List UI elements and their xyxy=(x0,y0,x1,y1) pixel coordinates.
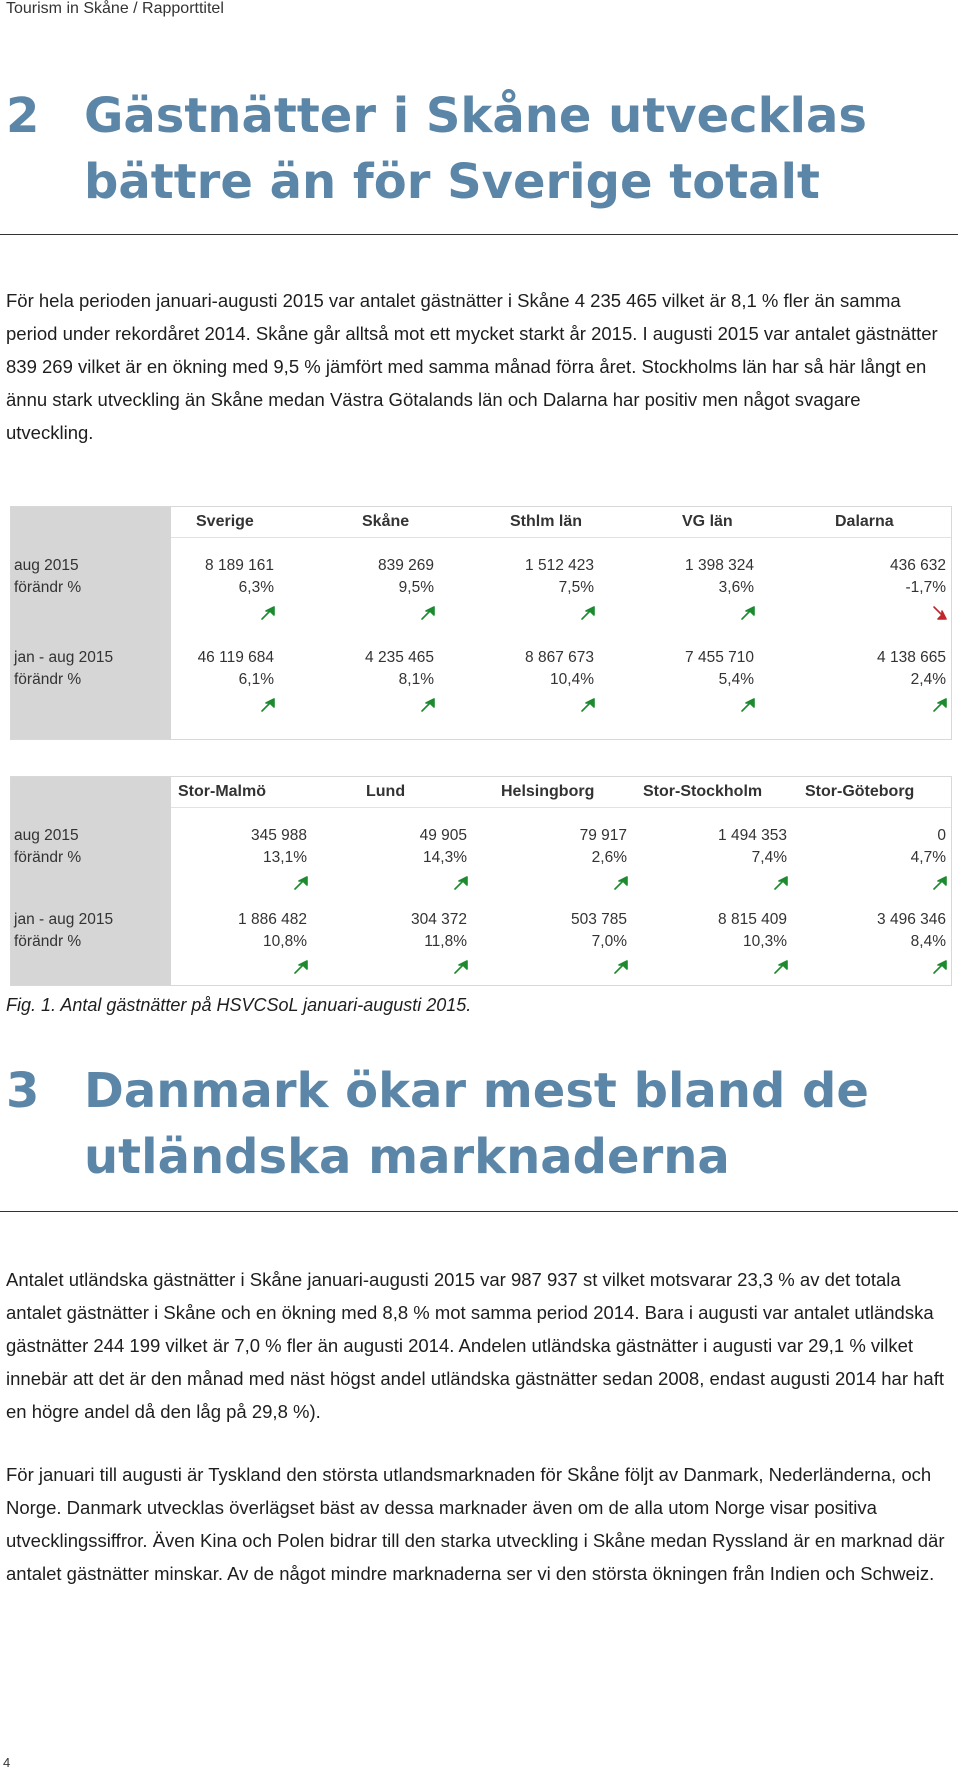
trend-up-icon xyxy=(773,875,789,891)
trend-up-icon xyxy=(420,605,436,621)
panel-row-label-column xyxy=(11,507,171,739)
cell-aug-change: 9,5% xyxy=(398,579,434,596)
cell-ytd-change: 10,3% xyxy=(743,933,787,950)
cell-ytd-change: 8,4% xyxy=(910,933,946,950)
cell-aug-value: 1 398 324 xyxy=(685,557,754,574)
row-label-aug: aug 2015 xyxy=(14,827,79,844)
trend-up-icon xyxy=(740,697,756,713)
column-header: Stor-Stockholm xyxy=(643,783,763,800)
trend-up-icon xyxy=(773,959,789,975)
trend-up-icon xyxy=(420,697,436,713)
column-header: Stor-Göteborg xyxy=(805,783,915,800)
trend-up-icon xyxy=(580,605,596,621)
row-label-ytd: jan - aug 2015 xyxy=(14,911,114,928)
cell-ytd-value: 46 119 684 xyxy=(197,649,274,666)
column-header: Skåne xyxy=(362,513,410,530)
trend-up-icon xyxy=(613,875,629,891)
cell-ytd-value: 4 235 465 xyxy=(365,649,434,666)
cell-ytd-value: 8 867 673 xyxy=(525,649,594,666)
column-header: Sverige xyxy=(196,513,254,530)
column-header: Sthlm län xyxy=(510,513,583,530)
trend-up-icon xyxy=(580,697,596,713)
cell-ytd-change: 8,1% xyxy=(398,671,434,688)
trend-down-icon xyxy=(932,605,948,621)
page-number: 4 xyxy=(3,1755,11,1770)
row-label-ytd-change: förändr % xyxy=(14,671,82,688)
section-3-heading xyxy=(6,1058,946,1190)
trend-up-icon xyxy=(932,875,948,891)
figure-caption: Fig. 1. Antal gästnätter på HSVCSoL januari-augusti 2015. xyxy=(6,995,472,1015)
section-3-title: Danmark ökar mest bland de utländska marknaderna xyxy=(84,1063,869,1185)
trend-up-icon xyxy=(613,959,629,975)
trend-up-icon xyxy=(453,959,469,975)
heading-rule xyxy=(0,234,958,235)
cell-ytd-value: 4 138 665 xyxy=(877,649,946,666)
cell-aug-value: 0 xyxy=(937,827,946,844)
cell-aug-change: 7,4% xyxy=(751,849,787,866)
cell-aug-change: 7,5% xyxy=(558,579,594,596)
row-label-aug-change: förändr % xyxy=(14,579,82,596)
cell-ytd-value: 8 815 409 xyxy=(718,911,787,928)
heading-rule xyxy=(0,1211,958,1212)
cell-aug-value: 436 632 xyxy=(889,557,946,574)
cell-aug-value: 79 917 xyxy=(579,827,627,844)
section-3-paragraph-1: Antalet utländska gästnätter i Skåne januari-augusti 2015 var 987 937 st vilket motsvarar 23,3 % av det totala antalet gästnätter i Skåne och en ökning med 8,8 % mot samma period 2014. Bara i augusti var antalet utländska gästnätter 244 199 vilket är 7,0 % fler än augusti 2014. Andelen utländska gästnätter i augusti var 29,1 % vilket innebär att det är den månad med näst högst andel utländska gästnätter sedan 2008, endast augusti 2014 har haft en högre andel då den låg på 29,8 %). xyxy=(6,1269,944,1422)
cell-ytd-change: 5,4% xyxy=(718,671,754,688)
section-2-heading xyxy=(6,83,946,215)
section-3-number: 3 xyxy=(6,1063,40,1119)
cell-aug-change: -1,7% xyxy=(905,579,946,596)
trend-up-icon xyxy=(293,959,309,975)
cell-ytd-value: 3 496 346 xyxy=(877,911,946,928)
cell-ytd-value: 503 785 xyxy=(570,911,627,928)
cell-ytd-value: 1 886 482 xyxy=(238,911,307,928)
column-header: Stor-Malmö xyxy=(178,783,266,800)
cell-aug-value: 49 905 xyxy=(419,827,467,844)
cell-ytd-change: 6,1% xyxy=(238,671,274,688)
cell-aug-change: 6,3% xyxy=(238,579,274,596)
trend-up-icon xyxy=(260,697,276,713)
cell-aug-value: 8 189 161 xyxy=(205,557,274,574)
cell-aug-change: 13,1% xyxy=(263,849,307,866)
cell-aug-value: 345 988 xyxy=(250,827,307,844)
column-header: Helsingborg xyxy=(501,783,595,800)
row-label-aug: aug 2015 xyxy=(14,557,79,574)
panel-row-label-column xyxy=(11,777,171,985)
cell-ytd-change: 2,4% xyxy=(910,671,946,688)
stats-panel-regions xyxy=(10,506,952,740)
cell-aug-change: 14,3% xyxy=(423,849,467,866)
stats-panel-cities xyxy=(10,776,952,986)
section-2-title: Gästnätter i Skåne utvecklas bättre än för Sverige totalt xyxy=(84,88,867,210)
breadcrumb: Tourism in Skåne / Rapporttitel xyxy=(6,0,224,17)
cell-aug-value: 1 512 423 xyxy=(525,557,594,574)
row-label-ytd-change: förändr % xyxy=(14,933,82,950)
row-label-ytd: jan - aug 2015 xyxy=(14,649,114,666)
column-header: Lund xyxy=(366,783,406,800)
cell-ytd-change: 11,8% xyxy=(424,933,467,950)
trend-up-icon xyxy=(740,605,756,621)
row-label-aug-change: förändr % xyxy=(14,849,82,866)
column-header: VG län xyxy=(682,513,733,530)
cell-ytd-value: 304 372 xyxy=(410,911,467,928)
section-2-number: 2 xyxy=(6,88,40,144)
trend-up-icon xyxy=(260,605,276,621)
section-3-paragraph-2: För januari till augusti är Tyskland den största utlandsmarknaden för Skåne följt av Danmark, Nederländerna, och Norge. Danmark utvecklas överlägset bäst av dessa marknader även om de alla utom Norge visar positiva utvecklingssiffror. Även Kina och Polen bidrar till den starka utveckling i Skåne medan Ryssland är en marknad där antalet gästnätter minskar. Av de något mindre marknaderna ser vi den största ökningen från Indien och Schweiz. xyxy=(6,1464,945,1584)
column-header: Dalarna xyxy=(835,513,894,530)
cell-aug-change: 3,6% xyxy=(718,579,754,596)
cell-aug-change: 4,7% xyxy=(910,849,946,866)
cell-aug-change: 2,6% xyxy=(591,849,627,866)
section-2-paragraph: För hela perioden januari-augusti 2015 var antalet gästnätter i Skåne 4 235 465 vilket är 8,1 % fler än samma period under rekordåret 2014. Skåne går alltså mot ett mycket starkt år 2015. I augusti 2015 var antalet gästnätter 839 269 vilket är en ökning med 9,5 % jämfört med samma månad förra året. Stockholms län har så här långt en ännu stark utveckling än Skåne medan Västra Götalands län och Dalarna har positiv men något svagare utveckling. xyxy=(6,290,938,443)
cell-ytd-change: 10,4% xyxy=(550,671,594,688)
cell-ytd-value: 7 455 710 xyxy=(685,649,754,666)
trend-up-icon xyxy=(453,875,469,891)
trend-up-icon xyxy=(293,875,309,891)
cell-aug-value: 839 269 xyxy=(377,557,434,574)
cell-ytd-change: 7,0% xyxy=(591,933,627,950)
trend-up-icon xyxy=(932,697,948,713)
trend-up-icon xyxy=(932,959,948,975)
cell-aug-value: 1 494 353 xyxy=(718,827,787,844)
cell-ytd-change: 10,8% xyxy=(263,933,307,950)
